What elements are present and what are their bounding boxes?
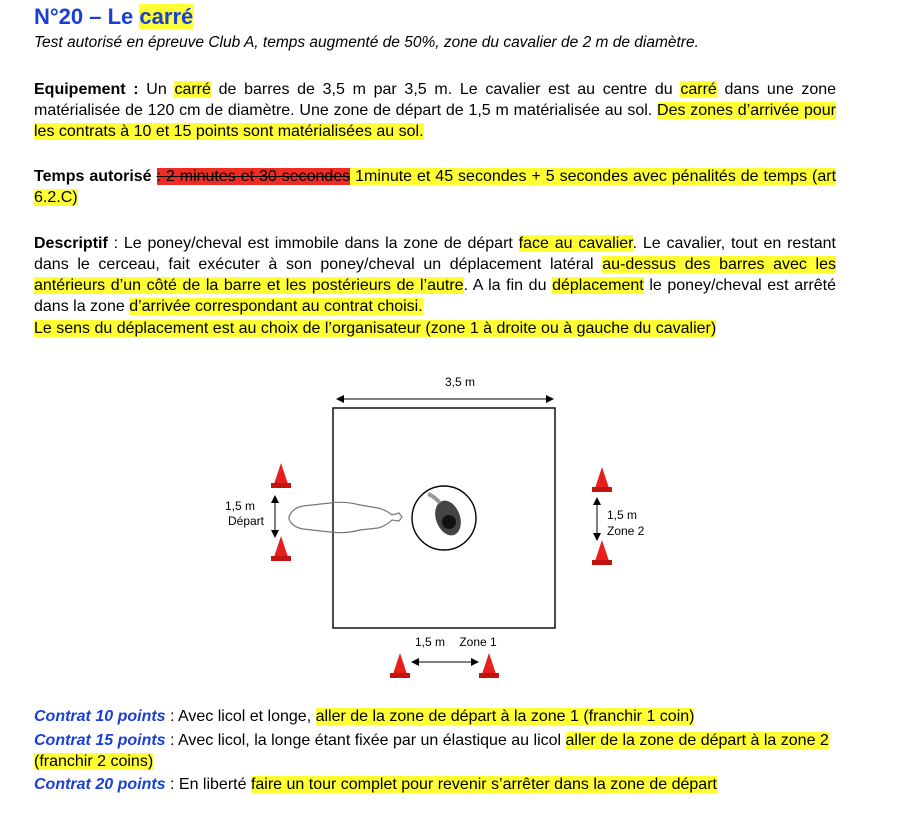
equipement-paragraph	[34, 79, 836, 142]
temps-highlight: 1minute et 45 secondes	[350, 168, 527, 185]
descriptif-text-3: . A la fin du	[463, 277, 553, 294]
descriptif-text-4: le poney/cheval est arrêté dans la zone	[34, 277, 837, 315]
temps-label: Temps autorisé	[34, 168, 157, 185]
zone1-cone-right-icon	[479, 653, 499, 678]
title-prefix: N°20 – Le	[34, 4, 140, 29]
temps-struck-text: : 2 minutes et 30 secondes	[156, 168, 351, 185]
descriptif-highlight-3: déplacement	[552, 277, 644, 294]
contract-10-highlight: aller de la zone de départ à la zone 1 (franchir 1 coin)	[315, 708, 695, 725]
title-highlight: carré	[139, 4, 194, 29]
sens-text: Le sens du déplacement est au choix de l’organisateur (zone 1 à droite ou à gauche du cavalier)	[34, 320, 717, 337]
descriptif-paragraph	[34, 233, 836, 317]
equipement-label: Equipement :	[34, 81, 139, 98]
temps-text: + 5 secondes avec pénalités de temps (art 6.2.C)	[34, 168, 837, 206]
temps-paragraph	[34, 166, 836, 208]
equipement-text-3: dans une zone matérialisée de 120 cm de diamètre. Une zone de départ de 1,5 m matérialisée au sol.	[34, 81, 837, 119]
contract-15-text: : Avec licol, la longe étant fixée par un élastique au licol	[165, 732, 566, 749]
descriptif-label: Descriptif	[34, 235, 108, 252]
depart-cone-bottom-icon	[271, 536, 291, 561]
contract-20-text: : En liberté	[165, 776, 251, 793]
rider-icon	[428, 494, 465, 539]
contract-10-points	[34, 706, 836, 727]
zone2-cone-bottom-icon	[592, 540, 612, 565]
zone1-dimension-label: 1,5 m	[414, 635, 446, 649]
contract-10-text: : Avec licol et longe,	[165, 708, 316, 725]
depart-cone-top-icon	[271, 463, 291, 488]
zone2-dimension-label: 1,5 m	[607, 508, 638, 522]
arena-diagram	[0, 370, 900, 690]
descriptif-text-1: : Le poney/cheval est immobile dans la zone de départ	[107, 235, 519, 252]
contract-15-highlight: aller de la zone de départ à la zone 2 (franchir 2 coins)	[34, 732, 829, 770]
contract-20-highlight: faire un tour complet pour revenir s’arrêter dans la zone de départ	[250, 776, 717, 793]
horse-icon	[289, 502, 402, 532]
contract-15-name: Contrat 15 points	[34, 732, 166, 749]
contract-20-name: Contrat 20 points	[34, 776, 166, 793]
zone1-zone-label: Zone 1	[459, 635, 497, 649]
exercise-title	[34, 4, 193, 30]
sens-paragraph	[34, 318, 836, 339]
equipement-highlight-3: Des zones d’arrivée pour les contrats à 10 et 15 points sont matérialisées au sol.	[34, 102, 836, 140]
descriptif-text-2: . Le cavalier, tout en restant dans le cerceau, fait exécuter à son poney/cheval un déplacement latéral	[34, 235, 837, 273]
depart-zone-label: Départ	[227, 514, 265, 528]
top-dimension-label: 3,5 m	[444, 375, 476, 389]
contract-15-points	[34, 730, 836, 772]
depart-dimension-label: 1,5 m	[224, 499, 256, 513]
zone1-cone-left-icon	[390, 653, 410, 678]
equipement-text-1: Un	[138, 81, 175, 98]
contract-20-points	[34, 774, 836, 795]
descriptif-highlight-1: face au cavalier	[518, 235, 633, 252]
zone2-cone-top-icon	[592, 467, 612, 492]
equipement-highlight-1: carré	[174, 81, 211, 98]
exercise-subtitle: Test autorisé en épreuve Club A, temps augmenté de 50%, zone du cavalier de 2 m de diamètre.	[34, 34, 699, 51]
contract-10-name: Contrat 10 points	[34, 708, 166, 725]
zone2-zone-label: Zone 2	[607, 524, 645, 538]
descriptif-highlight-4: d’arrivée correspondant au contrat choisi.	[129, 298, 423, 315]
equipement-text-2: de barres de 3,5 m par 3,5 m. Le cavalier est au centre du	[210, 81, 681, 98]
descriptif-highlight-2: au-dessus des barres avec les antérieurs d’un côté de la barre et les postérieurs de l’autre	[34, 256, 837, 294]
equipement-highlight-2: carré	[680, 81, 717, 98]
